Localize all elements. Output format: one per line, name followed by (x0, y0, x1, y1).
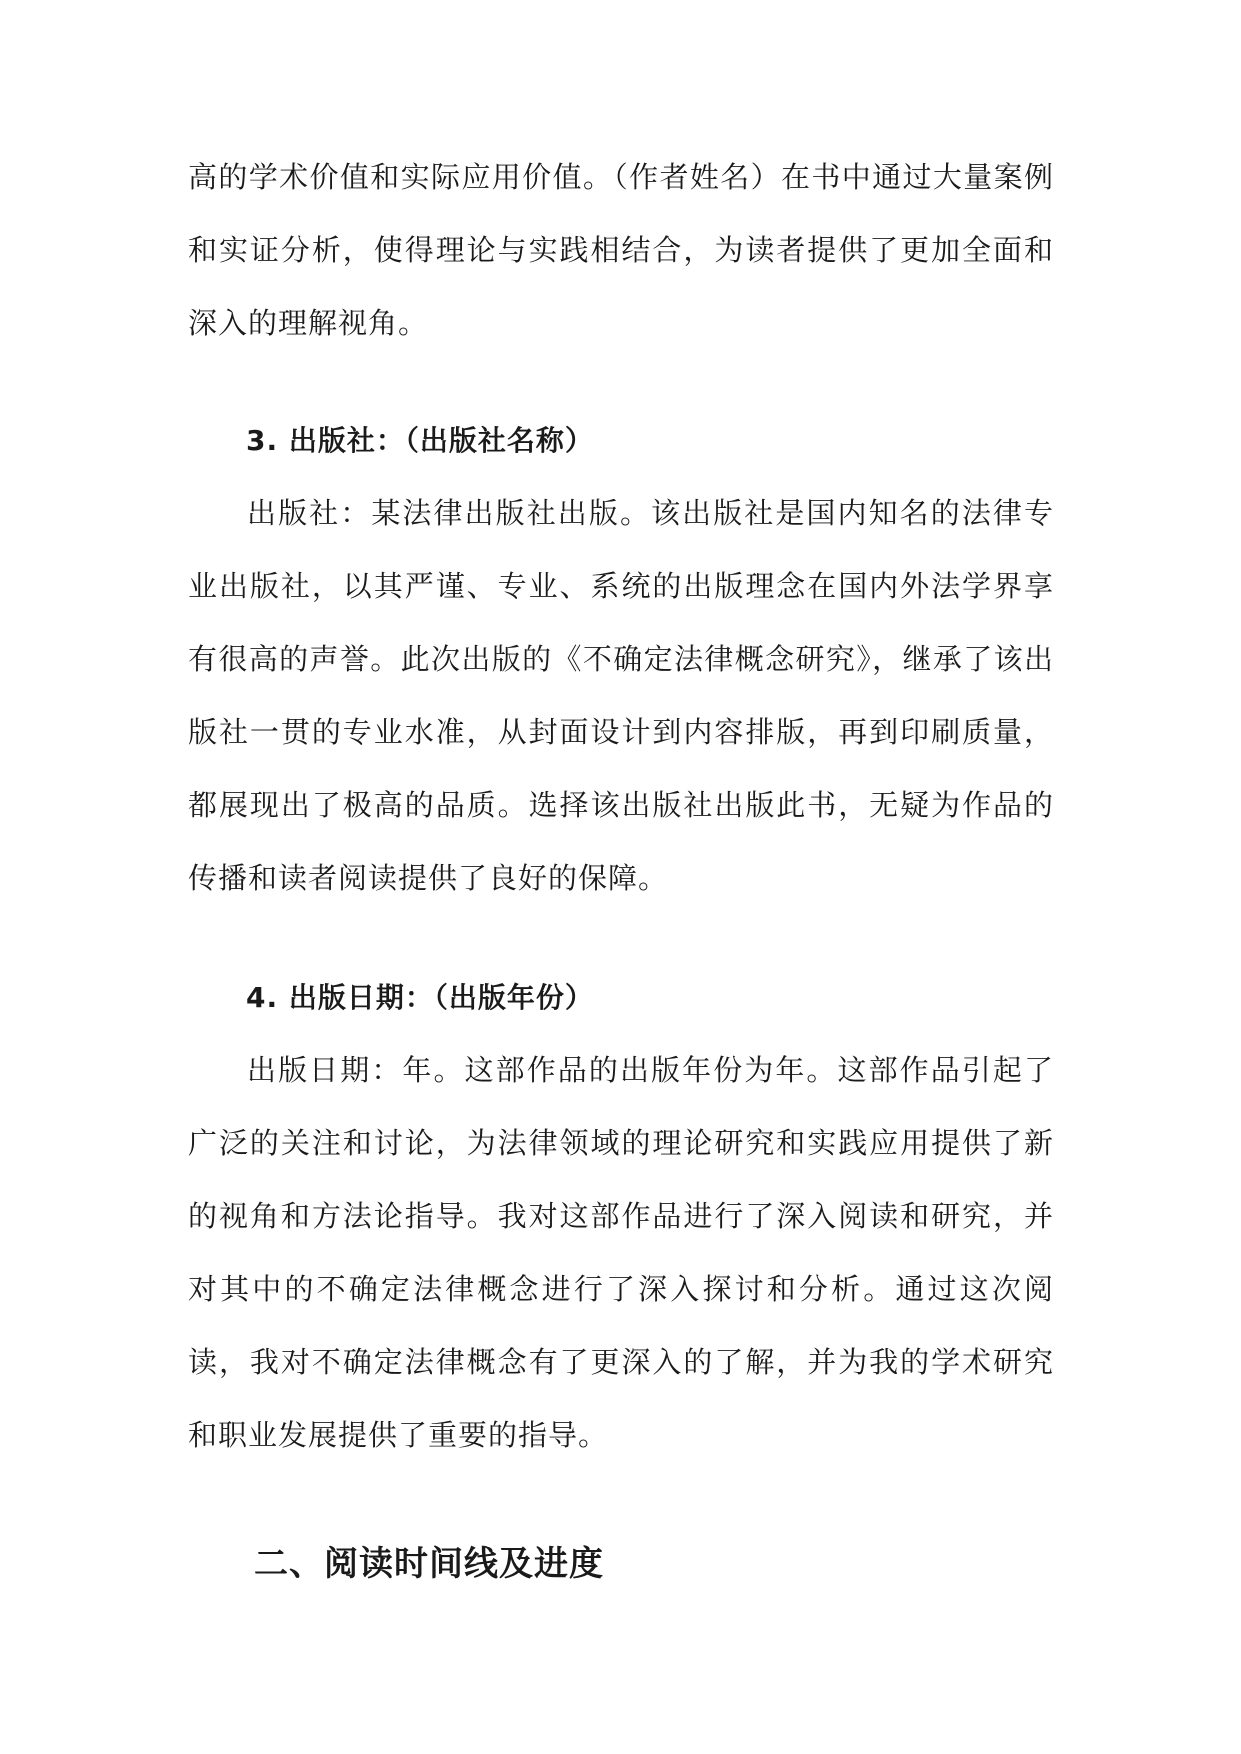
section-4-paragraph: 出版日期：年。这部作品的出版年份为年。这部作品引起了广泛的关注和讨论，为法律领域的理论研究和实践应用提供了新的视角和方法论指导。我对这部作品进行了深入阅读和研究，并对其中的不确定法律概念进行了深入探讨和分析。通过这次阅读，我对不确定法律概念有了更深入的了解，并为我的学术研究和职业发展提供了重要的指导。 (188, 1053, 1054, 1452)
section-3-paragraph: 出版社：某法律出版社出版。该出版社是国内知名的法律专业出版社，以其严谨、专业、系统的出版理念在国内外法学界享有很高的声誉。此次出版的《不确定法律概念研究》，继承了该出版社一贯的专业水准，从封面设计到内容排版，再到印刷质量，都展现出了极高的品质。选择该出版社出版此书，无疑为作品的传播和读者阅读提供了良好的保障。 (188, 496, 1054, 895)
chapter-2-heading: 二、阅读时间线及进度 (254, 1544, 604, 1584)
section-3-heading: 3. 出版社：（出版社名称） (246, 424, 594, 457)
spacer (188, 360, 1054, 404)
section-4-heading: 4. 出版日期：（出版年份） (246, 981, 594, 1014)
continuation-paragraph: 高的学术价值和实际应用价值。（作者姓名）在书中通过大量案例和实证分析，使得理论与实践相结合，为读者提供了更加全面和深入的理解视角。 (188, 160, 1054, 340)
spacer (188, 1472, 1054, 1524)
page-content (188, 141, 1054, 1604)
spacer (188, 915, 1054, 961)
